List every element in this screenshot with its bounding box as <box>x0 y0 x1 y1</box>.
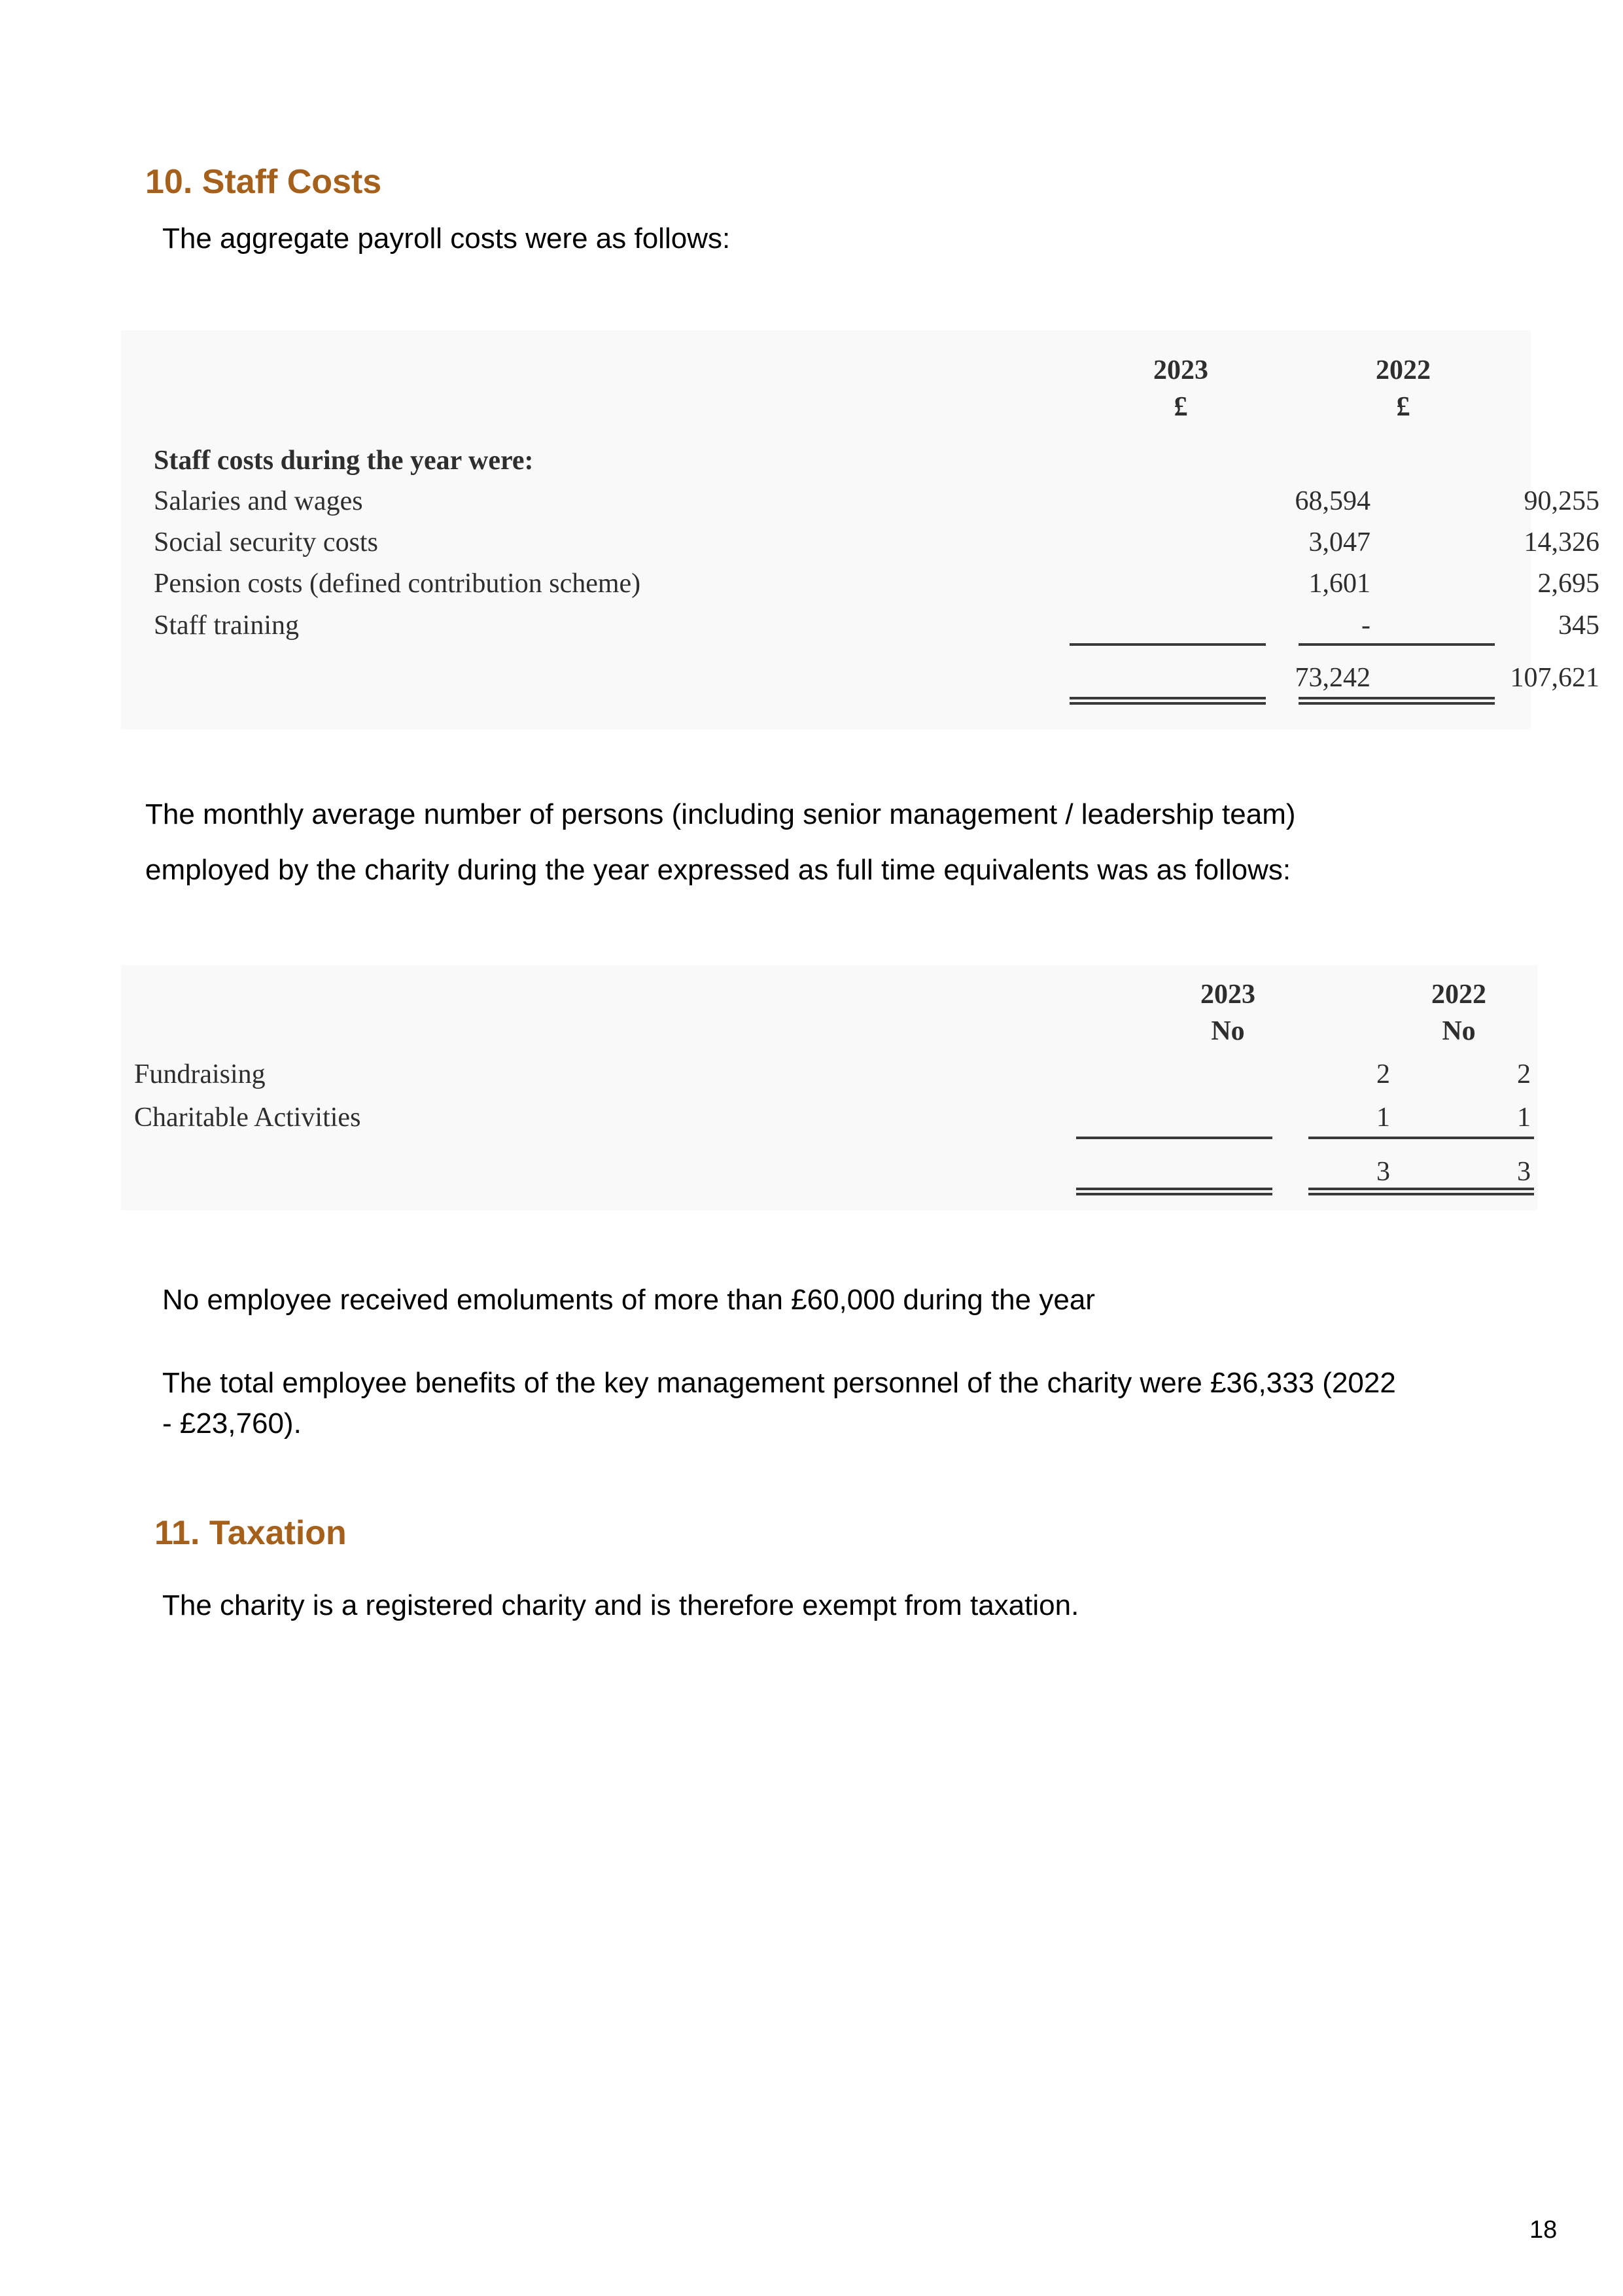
staff-costs-table <box>121 330 1599 730</box>
row-label: Staff training <box>154 610 300 641</box>
section-10-heading: 10. Staff Costs <box>145 163 382 201</box>
row-label: Charitable Activities <box>134 1103 361 1133</box>
row-label: Salaries and wages <box>154 486 363 516</box>
col-2023-unit: £ <box>1174 392 1188 422</box>
col-2023-unit: No <box>1211 1016 1245 1046</box>
total-2022: 3 <box>1517 1157 1531 1187</box>
row-value-2022: 345 <box>1558 610 1599 641</box>
row-value-2023: 68,594 <box>1295 486 1370 516</box>
row-value-2023: - <box>1361 610 1370 641</box>
row-value-2023: 1 <box>1376 1103 1390 1133</box>
row-value-2022: 2,695 <box>1537 569 1599 599</box>
row-value-2022: 2 <box>1517 1059 1531 1089</box>
row-value-2022: 1 <box>1517 1103 1531 1133</box>
subtotal-rule-2022 <box>1308 1137 1534 1139</box>
avg-headcount-para-line2: employed by the charity during the year expressed as full time equivalents was as follows: <box>145 854 1291 886</box>
total-double-rule-2022 <box>1308 1188 1534 1195</box>
col-2023-year: 2023 <box>1153 355 1208 385</box>
subtotal-rule-2022 <box>1299 643 1495 646</box>
total-2023: 3 <box>1376 1157 1390 1187</box>
total-double-rule-2023 <box>1070 697 1266 705</box>
col-2022-year: 2022 <box>1376 355 1431 385</box>
total-2022: 107,621 <box>1510 663 1599 693</box>
row-value-2022: 14,326 <box>1524 527 1599 557</box>
row-label: Social security costs <box>154 527 378 557</box>
subtotal-rule-2023 <box>1076 1137 1272 1139</box>
kmp-benefits-line1: The total employee benefits of the key management personnel of the charity were £36,333 (2022 <box>162 1367 1396 1399</box>
total-double-rule-2022 <box>1299 697 1495 705</box>
row-value-2023: 1,601 <box>1308 569 1370 599</box>
staff-costs-title: Staff costs during the year were: <box>154 446 534 476</box>
taxation-text: The charity is a registered charity and is therefore exempt from taxation. <box>162 1589 1079 1621</box>
col-2022-unit: No <box>1442 1016 1476 1046</box>
headcount-table <box>121 965 1537 1210</box>
col-2022-unit: £ <box>1396 392 1410 422</box>
row-label: Fundraising <box>134 1059 266 1089</box>
page-number: 18 <box>1529 2216 1558 2244</box>
row-value-2023: 2 <box>1376 1059 1390 1089</box>
row-value-2022: 90,255 <box>1524 486 1599 516</box>
avg-headcount-para-line1: The monthly average number of persons (including senior management / leadership team) <box>145 798 1296 830</box>
total-double-rule-2023 <box>1076 1188 1272 1195</box>
subtotal-rule-2023 <box>1070 643 1266 646</box>
section-11-heading: 11. Taxation <box>154 1514 347 1552</box>
row-value-2023: 3,047 <box>1308 527 1370 557</box>
col-2022-year: 2022 <box>1431 980 1486 1010</box>
staff-costs-intro: The aggregate payroll costs were as follows: <box>162 222 731 255</box>
kmp-benefits-line2: - £23,760). <box>162 1407 302 1439</box>
emoluments-note: No employee received emoluments of more than £60,000 during the year <box>162 1284 1095 1316</box>
total-2023: 73,242 <box>1295 663 1370 693</box>
row-label: Pension costs (defined contribution scheme) <box>154 569 641 599</box>
col-2023-year: 2023 <box>1200 980 1255 1010</box>
